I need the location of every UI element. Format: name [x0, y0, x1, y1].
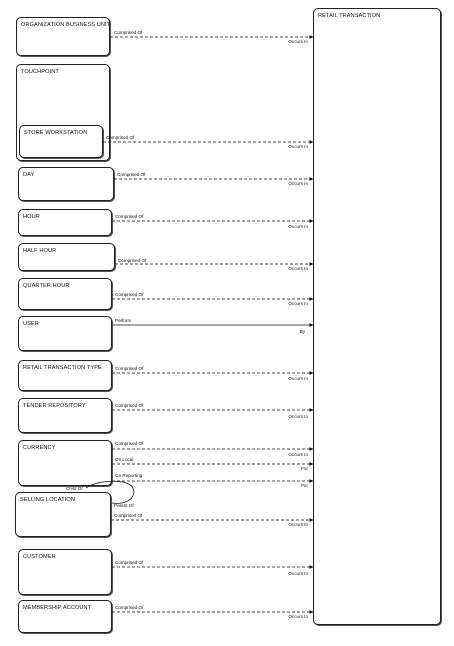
- entity-name: MEMBERSHIP ACCOUNT: [23, 605, 92, 611]
- relationship-right-label: Occurs In: [288, 266, 308, 271]
- relationship-left-label: Comprised Of: [115, 605, 144, 610]
- relationship-left-label: On Local: [115, 457, 134, 462]
- self-relationship-loop[interactable]: [86, 481, 134, 503]
- relationship-left-label: Comprised Of: [115, 403, 144, 408]
- entity-name: STORE WORKSTATION: [24, 130, 88, 136]
- relationship-left-label: On Reporting: [115, 473, 143, 478]
- relationship-right-label: Occurs In: [288, 571, 308, 576]
- relationship-right-label: Occurs In: [288, 144, 308, 149]
- relationship-left-label: Comprised Of: [115, 441, 144, 446]
- relationship-left-label: Comprised Of: [115, 292, 144, 297]
- entity-name: RETAIL TRANSACTION: [318, 13, 381, 19]
- relationship-left-label: Comprised Of: [117, 172, 146, 177]
- entity-name: SELLING LOCATION: [20, 497, 75, 503]
- relationship-right-label: Occurs In: [288, 301, 308, 306]
- relationship-left-label: Perform: [115, 318, 132, 323]
- relationship-left-label: Comprised Of: [118, 258, 147, 263]
- entity-name: HALF HOUR: [23, 248, 57, 254]
- entity-name: CUSTOMER: [23, 554, 56, 560]
- relationship-right-label: Occurs In: [288, 414, 308, 419]
- relationship-right-label: For: [301, 466, 308, 471]
- relationship-right-label: Occurs In: [288, 522, 308, 527]
- relationship-left-label: Comprised Of: [115, 214, 144, 219]
- entity-name: QUARTER HOUR: [23, 283, 70, 289]
- entity-name: TOUCHPOINT: [21, 69, 59, 75]
- relationship-left-label: Comprised Of: [115, 366, 144, 371]
- relationship-left-label: Comprised Of: [114, 513, 143, 518]
- relationship-right-label: For: [301, 483, 308, 488]
- entity-name: USER: [23, 321, 39, 327]
- relationship-right-label: Occurs In: [288, 376, 308, 381]
- entity-name: TENDER REPOSITORY: [23, 403, 86, 409]
- parent-of-label: Parent Of: [114, 503, 134, 508]
- relationship-right-label: Occurs In: [288, 224, 308, 229]
- entity-name: HOUR: [23, 214, 40, 220]
- relationship-right-label: Occurs In: [288, 452, 308, 457]
- relationship-right-label: Occurs In: [288, 614, 308, 619]
- child-of-label: Child Of: [66, 486, 83, 491]
- entity-name: ORGANIZATION BUSINESS UNIT: [21, 22, 111, 28]
- relationship-right-label: Occurs In: [288, 181, 308, 186]
- entity-name: DAY: [23, 172, 35, 178]
- relationship-right-label: Occurs In: [288, 39, 308, 44]
- relationship-left-label: Comprised Of: [115, 560, 144, 565]
- entity-name: CURRENCY: [23, 445, 56, 451]
- relationship-right-label: By: [299, 329, 305, 334]
- relationship-left-label: Comprised Of: [114, 30, 143, 35]
- entity-name: RETAIL TRANSACTION TYPE: [23, 365, 102, 371]
- relationship-left-label: Comprised Of: [106, 135, 135, 140]
